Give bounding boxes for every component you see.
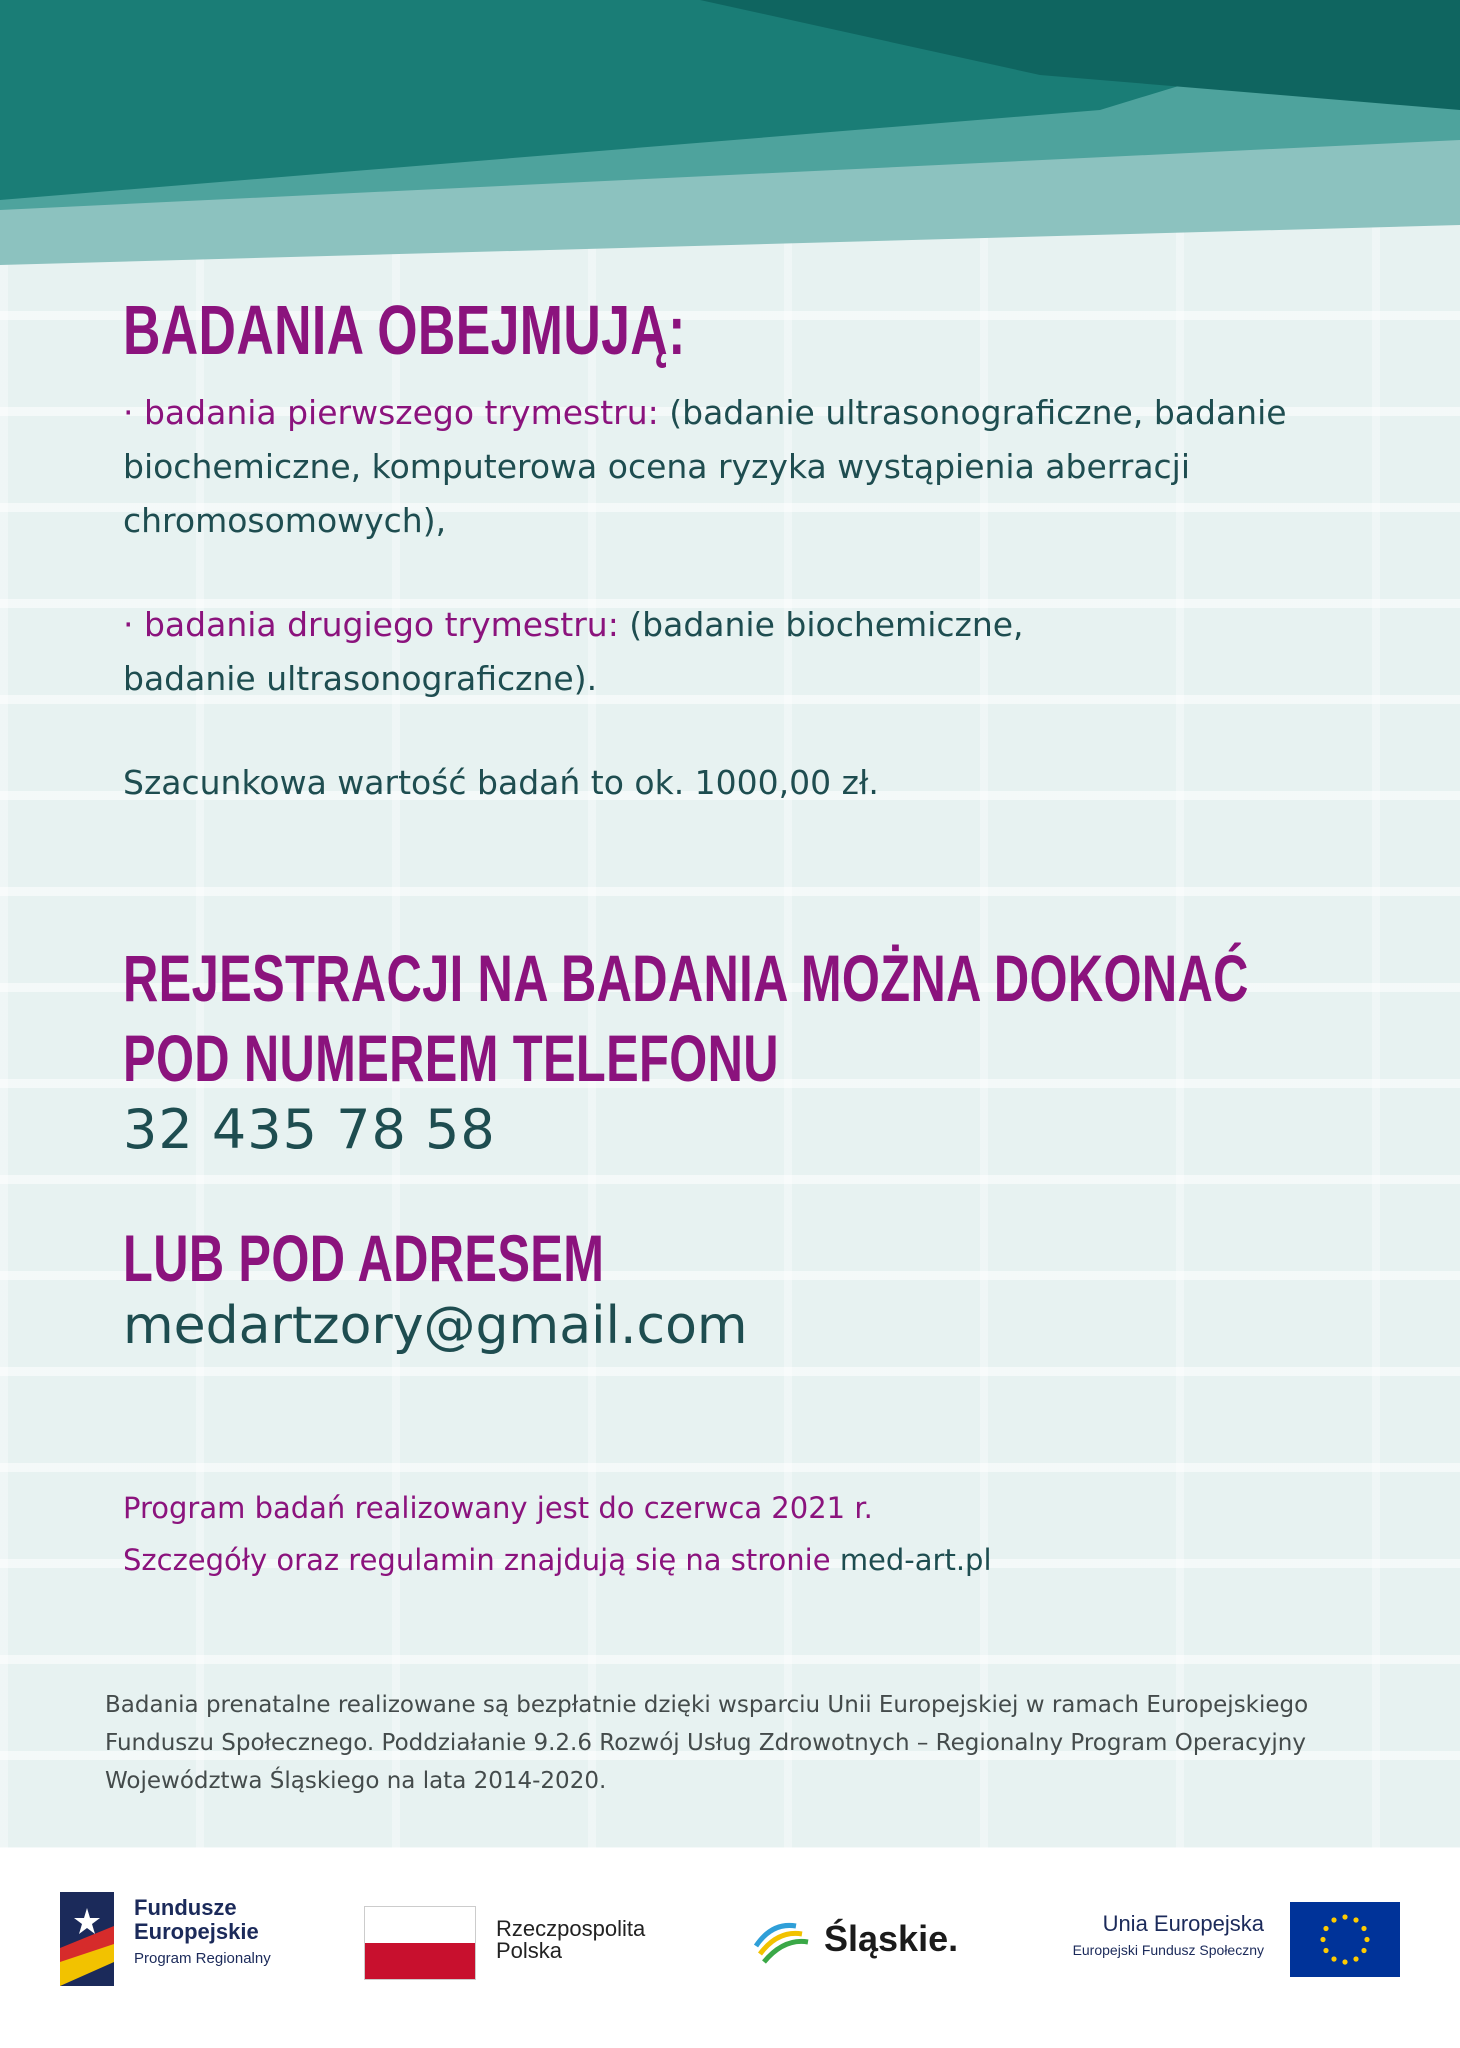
program-details-text: Szczegóły oraz regulamin znajdują się na stronie bbox=[123, 1543, 840, 1577]
fundusze-europejskie-text bbox=[134, 1896, 334, 1967]
unia-europejska-logo bbox=[1000, 1902, 1400, 1982]
phone-number[interactable]: 32 435 78 58 bbox=[123, 1098, 496, 1161]
address-heading: LUB POD ADRESEM bbox=[123, 1221, 605, 1295]
registration-heading-line-1: REJESTRACJI NA BADANIA MOŻNA DOKONAĆ bbox=[123, 941, 1249, 1015]
fe-line-2: Europejskie bbox=[134, 1919, 259, 1944]
flag-white-stripe bbox=[365, 1907, 475, 1943]
website-link[interactable]: med-art.pl bbox=[839, 1543, 992, 1577]
program-details bbox=[123, 1540, 992, 1580]
ue-line-1: Unia Europejska bbox=[1102, 1911, 1264, 1936]
rp-line-1: Rzeczpospolita bbox=[496, 1916, 646, 1941]
exams-heading: BADANIA OBEJMUJĄ: bbox=[123, 291, 686, 369]
rzeczpospolita-polska-text bbox=[496, 1918, 696, 1962]
first-trimester-item bbox=[123, 386, 1363, 548]
first-trimester-label: · badania pierwszego trymestru: bbox=[123, 393, 659, 432]
email-address[interactable]: medartzory@gmail.com bbox=[123, 1296, 748, 1356]
program-deadline: Program badań realizowany jest do czerwca 2021 r. bbox=[123, 1491, 873, 1525]
second-trimester-details-1: (badanie biochemiczne, bbox=[618, 605, 1024, 644]
fe-line-3: Program Regionalny bbox=[134, 1950, 271, 1967]
slaskie-text: Śląskie. bbox=[824, 1918, 959, 1959]
first-trimester-details: (badanie ultrasonograficzne, badanie biochemiczne, komputerowa ocena ryzyka wystąpienia aberracji chromosomowych), bbox=[123, 393, 1287, 540]
second-trimester-item bbox=[123, 598, 1363, 706]
second-trimester-label: · badania drugiego trymestru: bbox=[123, 605, 619, 644]
slaskie-waves-icon bbox=[752, 1916, 812, 1966]
registration-heading-line-2: POD NUMEREM TELEFONU bbox=[123, 1021, 779, 1095]
ue-line-2: Europejski Fundusz Społeczny bbox=[1072, 1942, 1264, 1958]
fe-line-1: Fundusze bbox=[134, 1895, 237, 1920]
flag-red-stripe bbox=[365, 1943, 475, 1979]
logo-strip bbox=[0, 1848, 1460, 2048]
eu-flag-icon bbox=[1290, 1902, 1400, 1977]
funding-footnote: Badania prenatalne realizowane są bezpłatnie dzięki wsparciu Unii Europejskiej w ramach Europejskiego Funduszu Społecznego. Poddziałanie 9.2.6 Rozwój Usług Zdrowotnych – Regionalny Program Operacyjny Województwa Śląskiego na lata 2014-2020. bbox=[105, 1692, 1309, 1794]
estimated-value: Szacunkowa wartość badań to ok. 1000,00 zł. bbox=[123, 763, 879, 802]
second-trimester-details-2: badanie ultrasonograficzne). bbox=[123, 659, 598, 698]
polish-flag-icon bbox=[364, 1906, 476, 1980]
header-band bbox=[0, 0, 1460, 270]
unia-europejska-text bbox=[1073, 1910, 1264, 1958]
rp-line-2: Polska bbox=[496, 1938, 563, 1963]
fundusze-europejskie-mark-icon bbox=[60, 1892, 114, 1986]
